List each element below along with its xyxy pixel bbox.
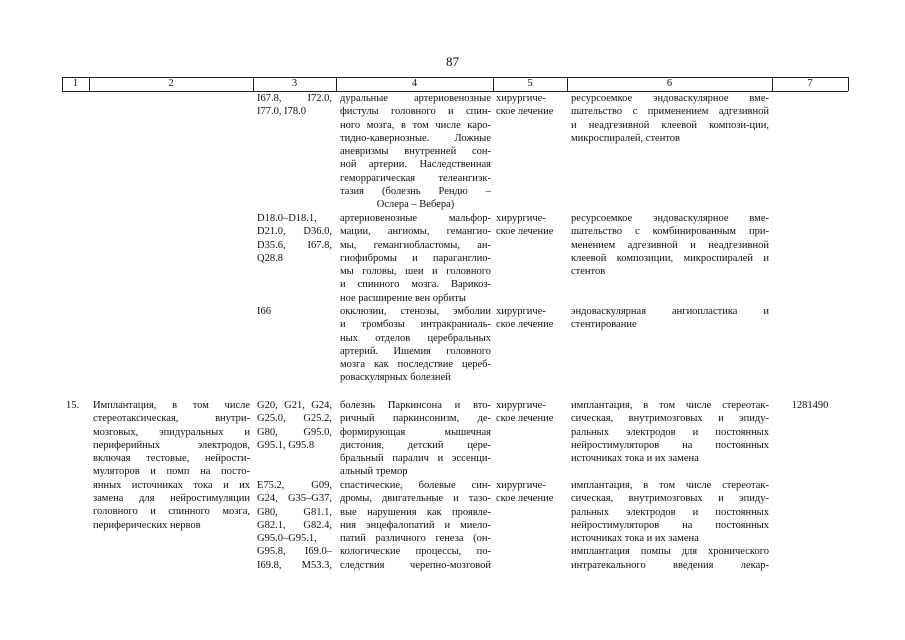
method-line: шательство с комбинированным при- <box>571 226 769 238</box>
treatment-line: ское лечение <box>496 319 554 331</box>
method-line: стентов <box>571 266 606 278</box>
model-line: гиофибромы и параганглио- <box>340 252 491 264</box>
model-line: тазия (болезнь Рендю – <box>340 186 491 198</box>
method-line: клеевой композиции, микроспиралей и <box>571 252 769 264</box>
code-line: Q28.8 <box>257 252 283 264</box>
column-number-1: 1 <box>72 78 79 89</box>
model-line: Ослера – Вебера) <box>376 199 455 211</box>
diagnosis-codes-cell <box>257 479 332 572</box>
treatment-type-cell <box>496 399 566 426</box>
code-line: E75.2, G09, <box>257 480 332 491</box>
model-line: болезнь Паркинсона и вто- <box>340 400 491 411</box>
model-line: дромы, двигательные и тазо- <box>340 493 491 505</box>
treatment-line: хирургиче- <box>496 93 546 104</box>
model-line: мы головы, шеи и головного <box>340 266 491 278</box>
method-line: источниках тока и их замена <box>571 533 699 545</box>
model-line: и тромбозы интракраниаль- <box>340 319 491 331</box>
method-line: шательство с применением адгезивной <box>571 106 769 118</box>
section-name-line: периферических нервов <box>93 519 201 531</box>
code-line: D21.0, D36.0, <box>257 226 332 238</box>
method-line: и неадгезивной клеевой компози-ции, <box>571 119 769 131</box>
model-line: дистония, детский цере- <box>340 439 491 451</box>
model-line: бральный паралич и эссенци- <box>340 453 491 465</box>
section-name-line: головного и спинного мозга, <box>93 506 250 518</box>
treatment-line: ское лечение <box>496 493 554 505</box>
method-line: микроспиралей, стентов <box>571 132 680 144</box>
diagnosis-codes-cell <box>257 305 332 318</box>
model-line: мации, ангиомы, гемангио- <box>340 226 491 238</box>
method-line: ресурсоемкое эндоваскулярное вме- <box>571 93 769 104</box>
method-line: имплантация помпы для хронического <box>571 546 769 558</box>
section-name-cell <box>93 399 250 532</box>
method-line: интратекального введения лекар- <box>571 559 769 571</box>
model-line: мы, гемангиобластомы, ан- <box>340 239 491 251</box>
method-line: ресурсоемкое эндоваскулярное вме- <box>571 213 769 224</box>
method-line: сическая, внутримозговых и эпиду- <box>571 493 769 505</box>
patient-model-cell <box>340 305 491 385</box>
model-line: аневризмы внутренней сон- <box>340 146 491 158</box>
model-line: патий различного генеза (он- <box>340 533 491 545</box>
treatment-method-cell <box>571 212 769 278</box>
method-line: нейростимуляторов на постоянных <box>571 439 769 451</box>
code-line: G82.1, G82.4, <box>257 519 332 531</box>
diagnosis-codes-cell <box>257 212 332 265</box>
model-line: ного мозга, в том числе каро- <box>340 119 491 131</box>
section-number: 15. <box>66 400 80 411</box>
model-line: ной артерии. Наследственная <box>340 159 491 171</box>
cost-value: 1281490 <box>791 400 829 411</box>
section-name-line: включая тестовые, нейрости- <box>93 453 250 465</box>
model-line: ричный паркинсонизм, де- <box>340 413 491 425</box>
method-line: ральных электродов и постоянных <box>571 506 769 518</box>
model-line: спастические, болевые син- <box>340 480 491 491</box>
column-number-7: 7 <box>807 78 813 89</box>
model-line: и спинного мозга. Варикоз- <box>340 279 491 291</box>
diagnosis-codes-cell <box>257 399 332 452</box>
method-line: имплантация, в том числе стереотак- <box>571 400 769 411</box>
treatment-type-cell <box>496 212 566 239</box>
treatment-method-cell <box>571 305 769 332</box>
code-line: G25.0, G25.2, <box>257 413 332 425</box>
code-line: I66 <box>257 306 271 317</box>
patient-model-cell <box>340 479 491 572</box>
treatment-type-cell <box>496 305 566 332</box>
patient-model-cell <box>340 92 491 212</box>
model-line: мозга как последствие цереб- <box>340 359 491 371</box>
model-line: кологические процессы, по- <box>340 546 491 558</box>
code-line: D35.6, I67.8, <box>257 239 332 251</box>
model-line: геморрагическая телеангиэк- <box>340 172 491 184</box>
treatment-type-cell <box>496 92 566 119</box>
section-name-line: стереотаксическая, внутри- <box>93 413 250 425</box>
treatment-method-cell <box>571 92 769 145</box>
method-line: нейростимуляторов на постоянных <box>571 519 769 531</box>
model-line: альный тремор <box>340 466 408 478</box>
model-line: фистулы головного и спин- <box>340 106 491 118</box>
model-line: дуральные артериовенозные <box>340 93 491 104</box>
code-line: I77.0, I78.0 <box>257 106 306 118</box>
model-line: артериовенозные мальфор- <box>340 213 491 224</box>
model-line: вые нарушения как проявле- <box>340 506 491 518</box>
page-number: 87 <box>446 54 459 69</box>
treatment-line: ское лечение <box>496 106 554 118</box>
column-number-5: 5 <box>527 78 533 89</box>
model-line: ния энцефалопатий и миело- <box>340 519 491 531</box>
column-number-2: 2 <box>168 78 174 89</box>
method-line: стентирование <box>571 319 637 331</box>
section-name-line: янных источниках тока и их <box>93 479 250 491</box>
patient-model-cell <box>340 212 491 305</box>
model-line: окклюзии, стенозы, эмболии <box>340 306 491 317</box>
treatment-type-cell <box>496 479 566 506</box>
method-line: сическая, внутримозговых и эпиду- <box>571 413 769 425</box>
treatment-line: хирургиче- <box>496 213 546 224</box>
patient-model-cell <box>340 399 491 479</box>
column-divider <box>848 77 849 91</box>
code-line: G95.1, G95.8 <box>257 439 315 451</box>
model-line: артерий. Ишемия головного <box>340 345 491 357</box>
column-number-3: 3 <box>291 78 298 89</box>
diagnosis-codes-cell <box>257 92 332 119</box>
section-name-line: Имплантация, в том числе <box>93 400 250 411</box>
method-line: имплантация, в том числе стереотак- <box>571 480 769 491</box>
method-line: эндоваскулярная ангиопластика и <box>571 306 769 317</box>
treatment-method-cell <box>571 479 769 572</box>
code-line: D18.0–D18.1, <box>257 213 317 224</box>
model-line: тидно-кавернозные. Ложные <box>340 132 491 144</box>
code-line: G95.0–G95.1, <box>257 533 317 545</box>
model-line: роваскулярных болезней <box>340 372 451 384</box>
code-line: G80, G95.0, <box>257 426 332 438</box>
treatment-line: хирургиче- <box>496 306 546 317</box>
method-line: источниках тока и их замена <box>571 453 699 465</box>
method-line: ральных электродов и постоянных <box>571 426 769 438</box>
code-line: I69.8, M53.3, <box>257 559 332 571</box>
treatment-method-cell <box>571 399 769 465</box>
model-line: формирующая мышечная <box>340 426 491 438</box>
section-name-line: замена для нейростимуляции <box>93 493 250 505</box>
column-number-4: 4 <box>411 78 418 89</box>
treatment-line: хирургиче- <box>496 400 546 411</box>
model-line: ное расширение вен орбиты <box>340 292 466 304</box>
method-line: менением адгезивной и неадгезивной <box>571 239 769 251</box>
model-line: следствия черепно-мозговой <box>340 559 491 571</box>
treatment-line: ское лечение <box>496 413 554 425</box>
section-name-line: периферийных электродов, <box>93 439 250 451</box>
code-line: G95.8, I69.0– <box>257 546 332 558</box>
code-line: G24, G35–G37, <box>257 493 332 505</box>
code-line: G80, G81.1, <box>257 506 332 518</box>
treatment-line: хирургиче- <box>496 480 546 491</box>
code-line: I67.8, I72.0, <box>257 93 332 104</box>
column-number-6: 6 <box>666 78 673 89</box>
section-name-line: мозговых, эпидуральных и <box>93 426 250 438</box>
code-line: G20, G21, G24, <box>257 400 332 411</box>
treatment-line: ское лечение <box>496 226 554 238</box>
section-name-line: муляторов и помп на посто- <box>93 466 250 478</box>
model-line: ных отделов церебральных <box>340 332 491 344</box>
